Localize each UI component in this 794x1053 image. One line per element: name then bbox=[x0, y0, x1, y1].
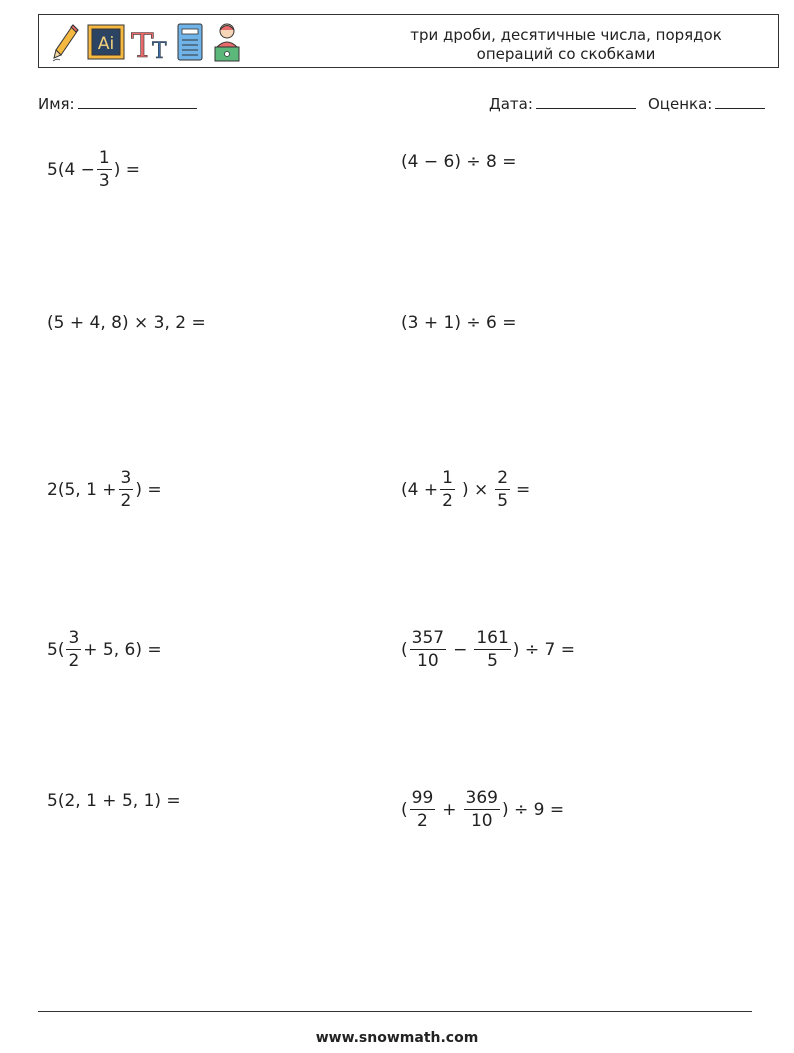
worksheet-title-line2: операций со скобками bbox=[476, 45, 656, 63]
problem-5-text-end: ) = bbox=[135, 479, 162, 500]
header-icons bbox=[51, 20, 243, 64]
fraction-denominator: 5 bbox=[497, 491, 509, 511]
worksheet-title-line1: три дроби, десятичные числа, порядок bbox=[410, 26, 722, 44]
fraction-denominator: 2 bbox=[68, 651, 80, 671]
name-field[interactable] bbox=[38, 95, 197, 113]
date-field[interactable] bbox=[489, 95, 636, 113]
fraction-denominator: 10 bbox=[417, 651, 439, 671]
problem-4 bbox=[401, 312, 516, 334]
teacher-icon bbox=[211, 21, 243, 63]
problem-2-text: (4 − 6) ÷ 8 = bbox=[401, 152, 517, 172]
problem-5 bbox=[47, 468, 162, 511]
problem-9 bbox=[47, 790, 181, 812]
problem-1 bbox=[47, 148, 140, 191]
problem-4-text: (3 + 1) ÷ 6 = bbox=[401, 313, 517, 333]
problem-8-text-end: ) ÷ 7 = bbox=[512, 639, 575, 660]
problem-6-text-end: = bbox=[516, 479, 531, 500]
svg-text:T: T bbox=[152, 39, 167, 63]
fraction-denominator: 2 bbox=[417, 811, 428, 831]
text-size-icon bbox=[131, 21, 169, 63]
problem-3 bbox=[47, 312, 206, 334]
fraction-numerator: 1 bbox=[98, 148, 110, 168]
fraction-numerator: 1 bbox=[442, 468, 453, 488]
footer-url[interactable]: www.snowmath.com bbox=[315, 1030, 479, 1046]
fraction bbox=[97, 148, 112, 191]
problem-8 bbox=[401, 628, 575, 671]
fraction-numerator: 161 bbox=[476, 628, 509, 648]
problem-7-text-start: 5( bbox=[47, 639, 65, 660]
problem-10-operator: + bbox=[442, 799, 457, 820]
name-label: Имя: bbox=[38, 95, 75, 113]
svg-text:T: T bbox=[131, 26, 154, 63]
fraction bbox=[410, 788, 436, 831]
fraction bbox=[410, 628, 446, 671]
problem-10-text-end: ) ÷ 9 = bbox=[501, 799, 565, 820]
problem-3-text: (5 + 4, 8) × 3, 2 = bbox=[47, 313, 206, 333]
problem-7-text-end: + 5, 6) = bbox=[83, 639, 162, 660]
problem-2 bbox=[401, 151, 516, 173]
date-label: Дата: bbox=[489, 95, 533, 113]
problem-6-operator: ) × bbox=[461, 479, 489, 500]
problem-9-text: 5(2, 1 + 5, 1) = bbox=[47, 791, 181, 811]
fraction bbox=[474, 628, 510, 671]
problem-6 bbox=[401, 468, 530, 511]
problem-5-text-start: 2(5, 1 + bbox=[47, 479, 117, 500]
fraction-numerator: 3 bbox=[120, 468, 132, 488]
fraction-denominator: 2 bbox=[442, 491, 453, 511]
fraction-numerator: 99 bbox=[411, 788, 434, 808]
pencil-icon bbox=[51, 21, 81, 63]
fraction bbox=[495, 468, 510, 511]
problem-6-text-start: (4 + bbox=[401, 479, 439, 500]
notebook-icon bbox=[175, 21, 205, 63]
problem-10-text-start: ( bbox=[401, 799, 408, 820]
fraction-numerator: 2 bbox=[497, 468, 509, 488]
grade-blank[interactable] bbox=[715, 108, 765, 109]
worksheet-title bbox=[376, 26, 756, 64]
date-blank[interactable] bbox=[536, 108, 636, 109]
problem-1-text-start: 5(4 − bbox=[47, 159, 95, 180]
fraction bbox=[119, 468, 134, 511]
fraction-numerator: 357 bbox=[411, 628, 445, 648]
name-blank[interactable] bbox=[78, 108, 197, 109]
fraction-numerator: 3 bbox=[68, 628, 80, 648]
fraction-denominator: 10 bbox=[470, 811, 493, 831]
problem-8-operator: − bbox=[453, 639, 468, 660]
fraction bbox=[440, 468, 455, 511]
problem-7 bbox=[47, 628, 162, 671]
fraction bbox=[66, 628, 81, 671]
svg-text:Ai: Ai bbox=[97, 34, 115, 54]
fraction bbox=[464, 788, 500, 831]
fraction-numerator: 369 bbox=[465, 788, 498, 808]
fraction-denominator: 5 bbox=[487, 651, 498, 671]
fraction-denominator: 2 bbox=[120, 491, 132, 511]
grade-field[interactable] bbox=[648, 95, 765, 113]
fraction-denominator: 3 bbox=[98, 171, 110, 191]
grade-label: Оценка: bbox=[648, 95, 713, 113]
footer-divider bbox=[38, 1011, 752, 1012]
worksheet-header bbox=[38, 14, 779, 68]
problem-8-text-start: ( bbox=[401, 639, 408, 660]
ai-board-icon bbox=[87, 21, 125, 63]
problem-10 bbox=[401, 788, 564, 831]
problem-1-text-end: ) = bbox=[113, 159, 141, 180]
